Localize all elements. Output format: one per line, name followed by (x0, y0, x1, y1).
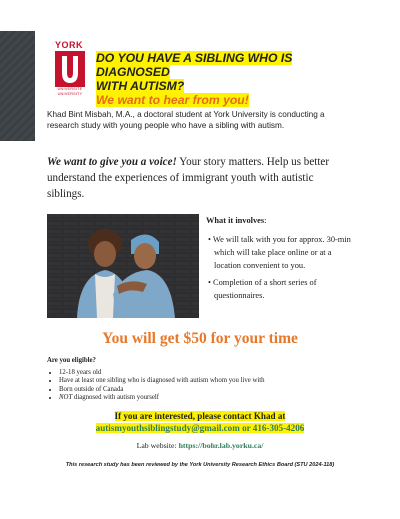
contact-connector: or (239, 422, 253, 433)
siblings-photo (47, 214, 199, 318)
involvement-item-2: Completion of a short series of questionnaires. (213, 278, 317, 300)
eligibility-emphasis: NOT (59, 394, 73, 402)
list-item (206, 276, 354, 302)
lab-website-label: Lab website: (136, 441, 179, 450)
eligibility-list (47, 369, 347, 403)
logo-subtitle-2: UNIVERSITY (57, 91, 83, 96)
eligibility-heading: Are you eligible? (47, 357, 96, 364)
voice-paragraph (47, 154, 347, 202)
headline-question-1: DO YOU HAVE A SIBLING WHO IS DIAGNOSED (96, 51, 293, 79)
involvement-heading (206, 214, 354, 227)
contact-block (0, 411, 400, 434)
lab-website (0, 441, 400, 450)
list-item (59, 394, 347, 403)
contact-details (96, 423, 305, 433)
eligibility-item-4-rest: diagnosed with autism yourself (72, 394, 160, 402)
bullet-dot-icon: • (208, 278, 214, 287)
voice-lead: We want to give you a voice! (47, 156, 177, 168)
logo-subtitle-1: UNIVERSITÉ (57, 87, 83, 91)
list-item: • Have at least one sibling who is diagnosed with autism whom you live with (59, 377, 347, 386)
intro-paragraph: Khad Bint Misbah, M.A., a doctoral student at York University is conducting a research study with young people who have a sibling with autism. (47, 110, 325, 130)
contact-phone[interactable]: 416-305-4206 (252, 422, 305, 433)
headline-subheading: We want to hear from you! (96, 93, 249, 107)
list-item (206, 233, 354, 272)
york-university-logo (52, 40, 90, 100)
siblings-photo-illustration (47, 214, 199, 318)
contact-line: If you are interested, please contact Khad at (114, 411, 286, 421)
involvement-item-1: We will talk with you for approx. 30-min which will take place online or at a location convenient to you. (212, 235, 351, 270)
list-item: • Born outside of Canada (59, 386, 347, 395)
decorative-sidebar-block (0, 31, 35, 141)
contact-email-link[interactable]: autismyouthsiblingstudy@gmail.com (95, 422, 240, 433)
involvement-heading-text: What it involves (206, 216, 265, 225)
involvement-section (206, 214, 354, 306)
involvement-list (206, 233, 354, 302)
involvement-heading-colon: : (264, 216, 267, 225)
york-u-icon (55, 51, 85, 87)
logo-wordmark: YORK (54, 40, 83, 50)
ethics-statement: This research study has been reviewed by the York University Research Ethics Board (STU 2024-118) (65, 462, 335, 468)
bullet-dot-icon: • (208, 235, 213, 244)
list-item: • 12-18 years old (59, 369, 347, 378)
voice-rest: Your story matters. Help us better understand the experiences of immigrant youth with autistic siblings. (47, 156, 330, 200)
headline-question-2: WITH AUTISM? (96, 79, 185, 93)
eligibility-section (47, 357, 347, 403)
headline (96, 51, 358, 107)
compensation-banner: You will get $50 for your time (102, 330, 298, 347)
lab-website-link[interactable]: https://bohr.lab.yorku.ca/ (178, 441, 264, 450)
